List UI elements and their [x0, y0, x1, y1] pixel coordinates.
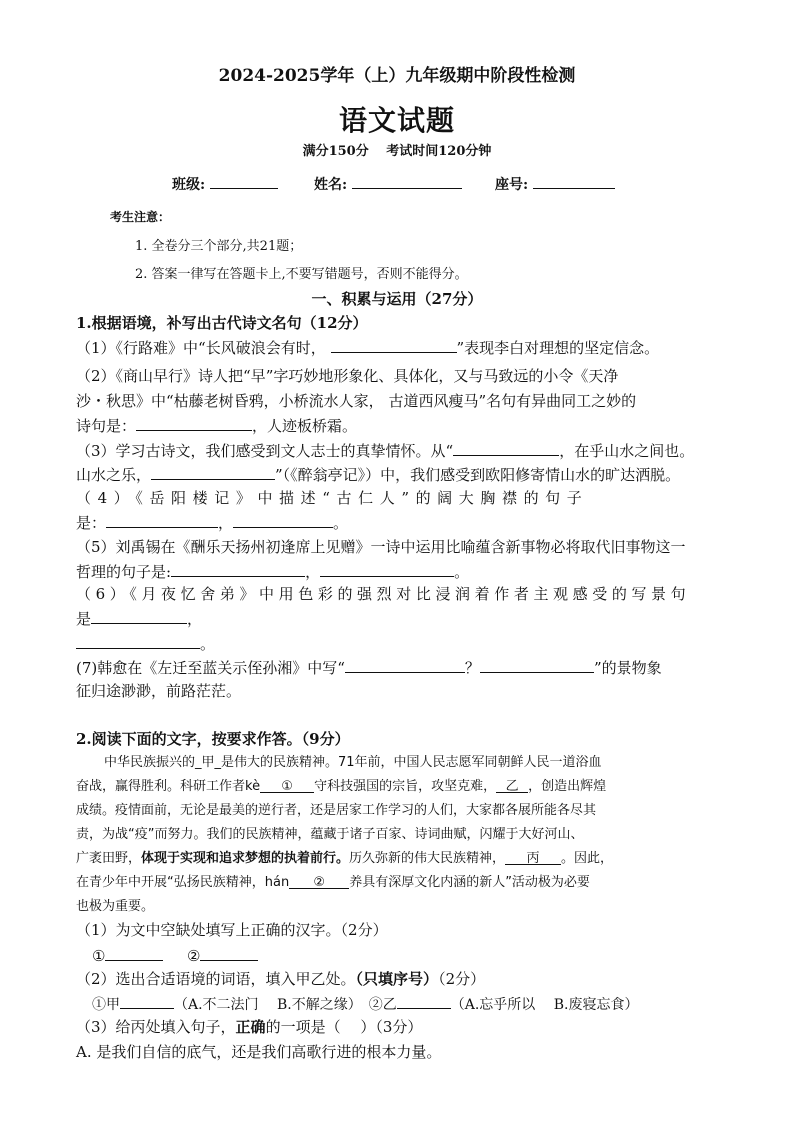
seat-blank[interactable]	[533, 173, 615, 189]
q1-text: 山水之乐，	[76, 466, 152, 484]
answer-blank[interactable]	[233, 512, 333, 528]
q1-text: ，	[305, 563, 321, 581]
blank-bing[interactable]: 丙	[505, 849, 561, 865]
answer-blank[interactable]	[106, 512, 218, 528]
notice-item: 2. 答案一律写在答题卡上,不要写错题号，否则不能得分。	[135, 267, 468, 282]
name-blank[interactable]	[352, 173, 462, 189]
q1-line	[76, 512, 348, 533]
q1-line: （2）《商山早行》诗人把“早”字巧妙地形象化、具体化，又与马致远的小令《天净	[76, 367, 619, 385]
answer-blank[interactable]	[91, 608, 187, 624]
answer-blank[interactable]	[171, 561, 305, 577]
passage-line: 责，为战“疫”而努力。我们的民族精神，蕴藏于诸子百家、诗词曲赋，闪耀于大好河山、	[76, 827, 584, 842]
passage-text: 养具有深厚文化内涵的新人”活动极为必要	[349, 875, 590, 890]
q2-text: 的一项是（ ）（3分）	[265, 1018, 423, 1036]
q2-text: （2）选出合适语境的词语，填入甲乙处。	[76, 970, 356, 988]
passage-line	[76, 849, 613, 869]
passage-line: 成绩。疫情面前，无论是最美的逆行者，还是居家工作学习的人们，大家都各展所能各尽其	[76, 803, 597, 818]
exam-meta: 满分150分 考试时间120分钟	[302, 144, 492, 159]
q1-line: （5）刘禹锡在《酬乐天扬州初逢席上见赠》一诗中运用比喻蕴含新事物必将取代旧事物这一	[76, 538, 686, 556]
q2-text: （3）给丙处填入句子，	[76, 1018, 236, 1036]
answer-blank[interactable]	[331, 337, 457, 353]
q1-text: 。	[454, 563, 470, 581]
answer-blank[interactable]	[120, 993, 174, 1009]
passage-text: 在青少年中开展“弘扬民族精神，hán	[76, 875, 290, 890]
passage-text: 。因此，	[561, 851, 614, 866]
answer-blank[interactable]	[453, 440, 559, 456]
answer-blank[interactable]	[320, 561, 454, 577]
passage-text: ，创造出辉煌	[528, 779, 607, 794]
q1-line	[76, 561, 469, 582]
q1-line: （4）《岳阳楼记》中描述“古仁人”的阔大胸襟的句子	[76, 489, 589, 507]
section-title: 一、积累与运用（27分）	[311, 290, 483, 308]
passage-line: 也极为重要。	[76, 899, 155, 914]
passage-text: 历久弥新的伟大民族精神，	[349, 851, 506, 866]
class-label: 班级:	[172, 177, 206, 193]
seat-field	[495, 173, 615, 195]
q1-text: ”（《醉翁亭记》）中，我们感受到欧阳修寄情山水的旷达洒脱。	[275, 466, 681, 484]
notice-heading: 考生注意：	[110, 210, 171, 224]
q1-text: ，人迹板桥霜。	[252, 417, 358, 435]
name-field	[314, 173, 462, 195]
passage-bold-text: 体现于实现和追求梦想的执着前行。	[141, 851, 350, 866]
q1-text: (7)韩愈在《左迁至蓝关示侄孙湘》中写“	[76, 659, 345, 677]
class-field	[172, 173, 278, 195]
q2-sub-1: （1）为文中空缺处填写上正确的汉字。（2分）	[76, 921, 388, 939]
answer-blank[interactable]	[151, 464, 275, 480]
q1-line: （6）《月夜忆舍弟》中用色彩的强烈对比浸润着作者主观感受的写景句	[76, 585, 691, 603]
answer-blank[interactable]	[345, 657, 465, 673]
q2-text: （2分）	[438, 970, 486, 988]
answer-blank[interactable]	[136, 415, 252, 431]
passage-text: 广袤田野，	[76, 851, 142, 866]
q2-text: ①甲	[92, 997, 120, 1013]
q1-text: 哲理的句子是:	[76, 563, 172, 581]
q1-line	[76, 440, 694, 461]
q2-sub-1-blanks	[92, 945, 258, 966]
q2-sub-3	[76, 1017, 422, 1037]
question-2-title: 2.阅读下面的文字，按要求作答。（9分）	[76, 730, 350, 748]
class-blank[interactable]	[210, 173, 278, 189]
q2-bold-text: 正确	[235, 1018, 266, 1036]
blank-yi[interactable]: 乙	[496, 777, 528, 793]
answer-blank[interactable]	[397, 993, 451, 1009]
answer-blank[interactable]	[76, 633, 200, 649]
q1-line	[76, 633, 215, 654]
blank-1[interactable]: ①	[260, 777, 314, 793]
q1-text: ”的景物象	[593, 659, 662, 677]
q2-text: （A.不二法门 B.不解之缘） ②乙	[174, 997, 397, 1013]
passage-line	[76, 777, 606, 797]
q1-line	[76, 608, 202, 629]
q1-line	[76, 657, 662, 678]
q1-text: 是	[76, 610, 92, 628]
answer-blank[interactable]	[480, 657, 594, 673]
answer-blank[interactable]	[105, 945, 163, 961]
q2-text: （A.忘乎所以 B.废寝忘食）	[450, 997, 639, 1013]
exam-title: 2024-2025学年（上）九年级期中阶段性检测	[218, 66, 576, 86]
q1-text: （3）学习古诗文，我们感受到文人志士的真挚情怀。从“	[76, 442, 454, 460]
question-1-title: 1.根据语境，补写出古代诗文名句（12分）	[76, 314, 368, 332]
answer-blank[interactable]	[200, 945, 258, 961]
option-a[interactable]: A. 是我们自信的底气，还是我们高歌行进的根本力量。	[76, 1043, 442, 1061]
q1-text: 是：	[76, 514, 107, 532]
q1-text: （1）《行路难》中“长风破浪会有时，	[76, 339, 326, 357]
q2-sub-2	[76, 969, 485, 989]
q1-text: 。	[200, 635, 216, 653]
q2-bold-text: （只填序号）	[355, 970, 439, 988]
q1-line: 征归途渺渺，前路茫茫。	[76, 682, 242, 700]
subject-title: 语文试题	[338, 104, 455, 137]
blank-marker: ②	[187, 947, 201, 965]
notice-item: 1. 全卷分三个部分,共21题；	[135, 239, 303, 254]
passage-line	[76, 873, 590, 893]
q1-text: ，	[187, 610, 203, 628]
passage-text: 奋战，赢得胜利。科研工作者kè	[76, 779, 261, 794]
passage-line: 中华民族振兴的_甲_是伟大的民族精神。71年前，中国人民志愿军同朝鲜人民一道浴血	[104, 755, 602, 770]
blank-2[interactable]: ②	[289, 873, 349, 889]
q1-text: ？	[464, 659, 480, 677]
passage-text: 守科技强国的宗旨，攻坚克难，	[314, 779, 497, 794]
q1-text: 诗句是：	[76, 417, 137, 435]
q2-sub-2-options	[92, 993, 639, 1015]
q1-line	[76, 415, 357, 436]
q1-line	[76, 337, 659, 358]
q1-line	[76, 464, 680, 485]
q1-text: ，	[218, 514, 234, 532]
q1-text: 。	[333, 514, 349, 532]
name-label: 姓名:	[314, 177, 348, 193]
q1-line: 沙・秋思》中“枯藤老树昏鸦，小桥流水人家， 古道西风瘦马”名句有异曲同工之妙的	[76, 392, 637, 410]
seat-label: 座号:	[495, 177, 529, 193]
blank-marker: ①	[92, 947, 106, 965]
q1-text: ，在乎山水之间也。	[559, 442, 695, 460]
q1-text: ”表现李白对理想的坚定信念。	[456, 339, 660, 357]
